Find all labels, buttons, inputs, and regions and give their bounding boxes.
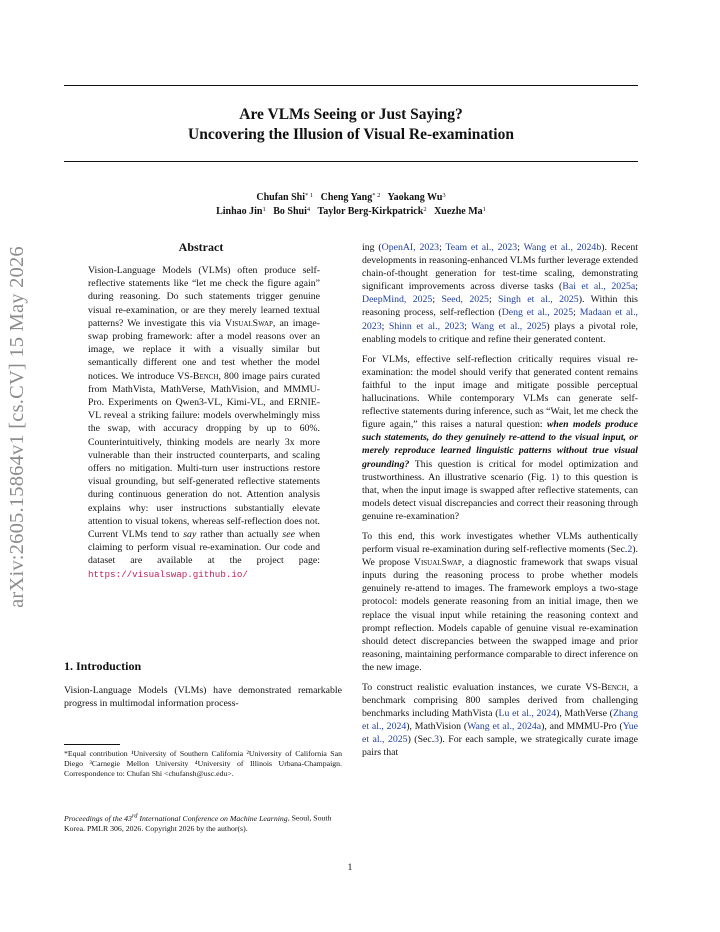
introduction-text: Vision-Language Models (VLMs) have demonstrated remarkable progress in multimodal information process- xyxy=(64,685,342,710)
author-name: Xuezhe Ma xyxy=(434,206,483,217)
citation-link[interactable]: Singh et al., 2025 xyxy=(498,294,579,306)
visualswap-name: VisualSwap xyxy=(225,317,273,329)
title-rule-top xyxy=(64,85,638,86)
citation-link[interactable]: Seed, 2025 xyxy=(441,294,489,306)
abstract-text: Vision-Language Models (VLMs) often produce self-reflective statements like “let me check the figure again” during reasoning. Do such statements trigger genuine visual re-examination, or are they merely learned textual patterns? We investigate this via xyxy=(88,265,320,329)
citation-link[interactable]: Lu et al., 2024 xyxy=(498,708,557,720)
author-line-1 xyxy=(64,189,638,204)
citation-link[interactable]: DeepMind, 2025 xyxy=(362,294,433,306)
author-name: Taylor Berg-Kirkpatrick xyxy=(317,206,424,217)
abstract-text: rather than actually xyxy=(196,529,283,541)
author-line-2 xyxy=(64,203,638,218)
citation-link[interactable]: Wang et al., 2024b xyxy=(523,242,602,253)
emphasis-say: say xyxy=(183,529,197,541)
proceedings-details: , Seoul, South Korea. PMLR 306, 2026. Copyright 2026 by the author(s). xyxy=(64,813,332,833)
paper-title-line-2: Uncovering the Illusion of Visual Re-examination xyxy=(188,126,514,143)
author-name: Chufan Shi xyxy=(256,192,305,203)
bench-name: Bench xyxy=(192,370,219,382)
abstract-heading: Abstract xyxy=(178,240,224,254)
author-name: Linhao Jin xyxy=(216,206,263,217)
citation-link[interactable]: Wang et al., 2025 xyxy=(471,320,547,332)
author-affiliation-mark: 1 xyxy=(482,206,486,213)
citation-link[interactable]: Madaan et al., 2023 xyxy=(362,307,638,332)
abstract-text: , 800 image pairs curated from MathVista, MathVerse, MathVision, and MMMU-Pro. Experiments on Qwen3-VL, Kimi-VL, and ERNIE-VL reveal a striking failure: models overwhelmingly miss the swap, with accuracy dropping by up to 60%. Counterintuitively, thinking models are nearly 3x more vulnerable than their instructed counterparts, and scaling offers no mitigation. Multi-turn user instructions restore visual grounding, but self-generated reflective statements during continuous generation do not. Attention analysis explains why: user instructions substantially elevate attention to visual tokens, whereas self-reflection does not. Current VLMs tend to xyxy=(88,370,320,541)
citation-link[interactable]: Yue et al., 2025 xyxy=(362,721,639,746)
abstract-text: , an image-swap probing framework: after a model reasons over an image, we replace it with a visually similar but semantically different one and test whether the model notices. We introduce VS- xyxy=(88,317,320,382)
figure-ref-link[interactable]: 1 xyxy=(550,471,556,483)
page-number: 1 xyxy=(347,862,353,873)
abstract-text: when claiming to perform visual re-examination. Our code and dataset are available at the project page: xyxy=(88,529,321,567)
bench-name: Bench xyxy=(601,682,627,693)
proceedings-note xyxy=(64,811,342,834)
paragraph: ing (OpenAI, 2023; Team et al., 2023; Wang et al., 2024b). Recent developments in reasoning-enhanced VLMs further leverage extended chain-of-thought generation for test-time scaling, demonstrating significant improvements across diverse tasks (Bai et al., 2025a; DeepMind, 2025; Seed, 2025; Singh et al., 2025). Within this reasoning process, self-reflection (Deng et al., 2025; Madaan et al., 2023; Shinn et al., 2023; Wang et al., 2025) plays a pivotal role, enabling models to critique and refine their generated content. xyxy=(362,242,638,345)
right-column xyxy=(362,241,638,767)
section-heading-introduction: 1. Introduction xyxy=(64,659,142,673)
project-page-link[interactable]: https://visualswap.github.io/ xyxy=(88,568,248,580)
citation-link[interactable]: OpenAI, 2023 xyxy=(381,242,440,253)
proceedings-venue: Proceedings of the 43rd International Conference on Machine Learning xyxy=(64,812,288,823)
paper-title-line-1: Are VLMs Seeing or Just Saying? xyxy=(239,106,463,123)
arxiv-stamp: arXiv:2605.15864v1 [cs.CV] 15 May 2026 xyxy=(6,246,28,608)
author-name: Bo Shui xyxy=(273,206,307,217)
emphasis-see: see xyxy=(282,529,295,541)
paragraph: To construct realistic evaluation instances, we curate VS-Bench, a benchmark comprising 800 samples derived from challenging benchmarks including MathVista (Lu et al., 2024), MathVerse (Zhang et al., 2024), MathVision (Wang et al., 2024a), and MMMU-Pro (Yue et al., 2025) (Sec.3). For each sample, we strategically curate image pairs that xyxy=(362,682,639,759)
author-affiliation-mark: 2 xyxy=(423,206,427,213)
section-ref-link[interactable]: 2 xyxy=(627,544,633,556)
paragraph: To this end, this work investigates whether VLMs authentically perform visual re-examination during self-reflective moments (Sec.2). We propose VisualSwap, a diagnostic framework that swaps visual inputs during the reasoning process to probe whether models genuinely re-attend to images. The framework employs a two-stage protocol: models generate reasoning from an initial image, then we replace the visual input while retaining the reasoning context and prompt reflection. Models capable of genuine visual re-examination should detect discrepancies between the swapped image and prior reasoning, maintaining performance comparable to direct inference on the new image. xyxy=(362,530,638,673)
author-affiliation-mark: 1 xyxy=(262,206,266,213)
citation-link[interactable]: Wang et al., 2024a xyxy=(467,721,542,733)
author-affiliation-mark: * 2 xyxy=(372,192,381,199)
footnote-rule xyxy=(64,744,120,745)
citation-link[interactable]: Deng et al., 2025 xyxy=(501,307,574,319)
author-affiliation-mark: 4 xyxy=(306,206,311,213)
citation-link[interactable]: Shinn et al., 2023 xyxy=(388,320,465,332)
author-name: Cheng Yang xyxy=(320,192,373,203)
citation-link[interactable]: Team et al., 2023 xyxy=(445,242,518,253)
section-ref-link[interactable]: 3 xyxy=(434,734,440,746)
affiliation-footnote: *Equal contribution ¹University of Southern California ²University of California San Diego ³Carnegie Mellon University ⁴University of Illinois Urbana-Champaign. Correspondence to: Chufan Shi <chufansh@usc.edu>. xyxy=(64,749,342,779)
author-affiliation-mark: 3 xyxy=(442,192,446,199)
author-affiliation-mark: * 1 xyxy=(304,192,314,199)
research-question: when models produce such statements, do they genuinely re-attend to the visual input, or merely reproduce learned linguistic patterns without true visual grounding? xyxy=(362,419,638,470)
citation-link[interactable]: Bai et al., 2025a xyxy=(562,281,636,293)
paragraph: For VLMs, effective self-reflection critically requires visual re-examination: the model should verify that generated content remains faithful to the input image and mitigate possible perceptual hallucinations. While contemporary VLMs can generate self-reflective statements during inference, such as “Wait, let me check the figure again,” this raises a natural question: when models produce such statements, do they genuinely re-attend to the visual input, or merely reproduce learned linguistic patterns without true visual grounding? This question is critical for model optimization and trustworthiness. An illustrative scenario (Fig. 1) to this question is that, when the input image is swapped after reflective statements, can models detect visual discrepancies and correct their reasoning through genuine re-examination? xyxy=(362,353,638,522)
title-rule-bottom xyxy=(64,161,638,162)
visualswap-name: VisualSwap xyxy=(413,557,462,569)
abstract-body xyxy=(88,264,320,581)
citation-link[interactable]: Zhang et al., 2024 xyxy=(362,708,638,733)
author-name: Yaokang Wu xyxy=(387,192,443,203)
